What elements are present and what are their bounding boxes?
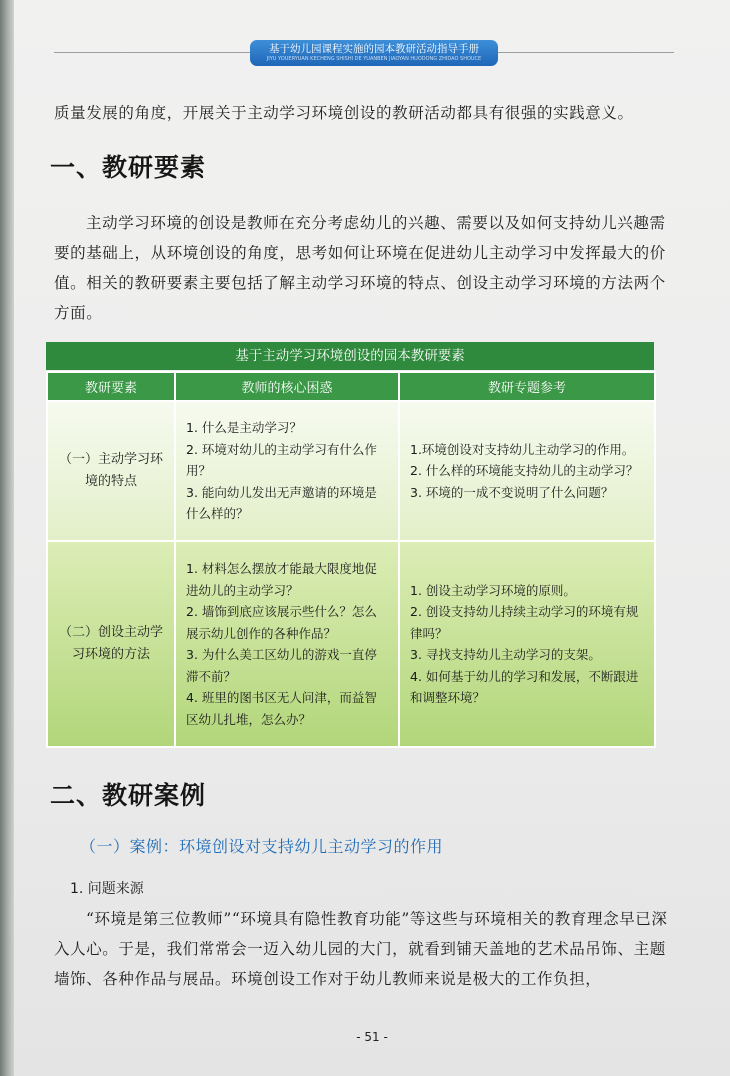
running-header-subtitle: JIYU YOUERYUAN KECHENG SHISHI DE YUANBEN JIAOYAN HUODONG ZHIDAO SHOUCE (266, 56, 482, 62)
puzzle-item: 1. 什么是主动学习？ (186, 420, 302, 436)
table-row-topics (399, 541, 655, 747)
topic-item: 3. 寻找支持幼儿主动学习的支架。 (410, 647, 601, 662)
section1-paragraph: 主动学习环境的创设是教师在充分考虑幼儿的兴趣、需要以及如何支持幼儿兴趣需要的基础上，从环境创设的角度，思考如何让环境在促进幼儿主动学习中发挥最大的价值。相关的教研要素主要包括了解主动学习环境的特点、创设主动学习环境的方法两个方面。 (54, 214, 666, 322)
case-heading: （一）案例：环境创设对支持幼儿主动学习的作用 (80, 837, 444, 856)
table-row-puzzles (175, 401, 399, 541)
running-header-title: 基于幼儿园课程实施的园本教研活动指导手册 (269, 43, 479, 55)
puzzle-item: 2. 环境对幼儿的主动学习有什么作用？ (186, 441, 377, 479)
table-row-puzzles (175, 541, 399, 747)
topic-item: 1.环境创设对支持幼儿主动学习的作用。 (410, 441, 635, 457)
research-elements-table (46, 371, 656, 748)
running-header (250, 40, 498, 66)
topic-item: 2. 什么样的环境能支持幼儿的主动学习？ (410, 463, 639, 479)
topic-item: 2. 创设支持幼儿持续主动学习的环境有规律吗？ (410, 604, 639, 641)
table-row-element: （一）主动学习环境的特点 (47, 401, 175, 541)
puzzle-item: 4. 班里的图书区无人问津，而益智区幼儿扎堆，怎么办？ (186, 690, 377, 727)
puzzle-item: 3. 为什么美工区幼儿的游戏一直停滞不前？ (186, 647, 377, 684)
table-header-cell: 教研专题参考 (399, 372, 655, 401)
puzzle-item: 2. 墙饰到底应该展示些什么？怎么展示幼儿创作的各种作品？ (186, 604, 377, 641)
table-row-element: （二）创设主动学习环境的方法 (47, 541, 175, 747)
book-spine-shadow (0, 0, 14, 1076)
intro-paragraph: 质量发展的角度，开展关于主动学习环境创设的教研活动都具有很强的实践意义。 (54, 104, 634, 122)
topic-item: 1. 创设主动学习环境的原则。 (410, 582, 576, 598)
section2-paragraph: “环境是第三位教师”“环境具有隐性教育功能”等这些与环境相关的教育理念早已深入人心。于是，我们常常会一迈入幼儿园的大门，就看到铺天盖地的艺术品吊饰、主题墙饰、各种作品与展品。环境创设工作对于幼儿教师来说是极大的工作负担， (54, 910, 668, 988)
section2-heading: 二、教研案例 (50, 781, 207, 810)
table-row-topics (399, 401, 655, 541)
table-header-cell: 教师的核心困惑 (175, 372, 399, 401)
table-header-row (47, 372, 655, 401)
book-page (14, 0, 730, 1076)
page-number: - 51 - (356, 1030, 388, 1044)
table-header-cell: 教研要素 (47, 372, 175, 401)
table-title: 基于主动学习环境创设的园本教研要素 (46, 342, 654, 370)
table-row (47, 541, 655, 747)
topic-item: 4. 如何基于幼儿的学习和发展，不断跟进和调整环境？ (410, 668, 639, 705)
table-row (47, 401, 655, 541)
section1-heading: 一、教研要素 (50, 153, 207, 182)
puzzle-item: 3. 能向幼儿发出无声邀请的环境是什么样的？ (186, 484, 377, 522)
puzzle-item: 1. 材料怎么摆放才能最大限度地促进幼儿的主动学习？ (186, 561, 377, 598)
topic-item: 3. 环境的一成不变说明了什么问题？ (410, 484, 614, 500)
problem-source-heading: 1. 问题来源 (70, 881, 144, 897)
